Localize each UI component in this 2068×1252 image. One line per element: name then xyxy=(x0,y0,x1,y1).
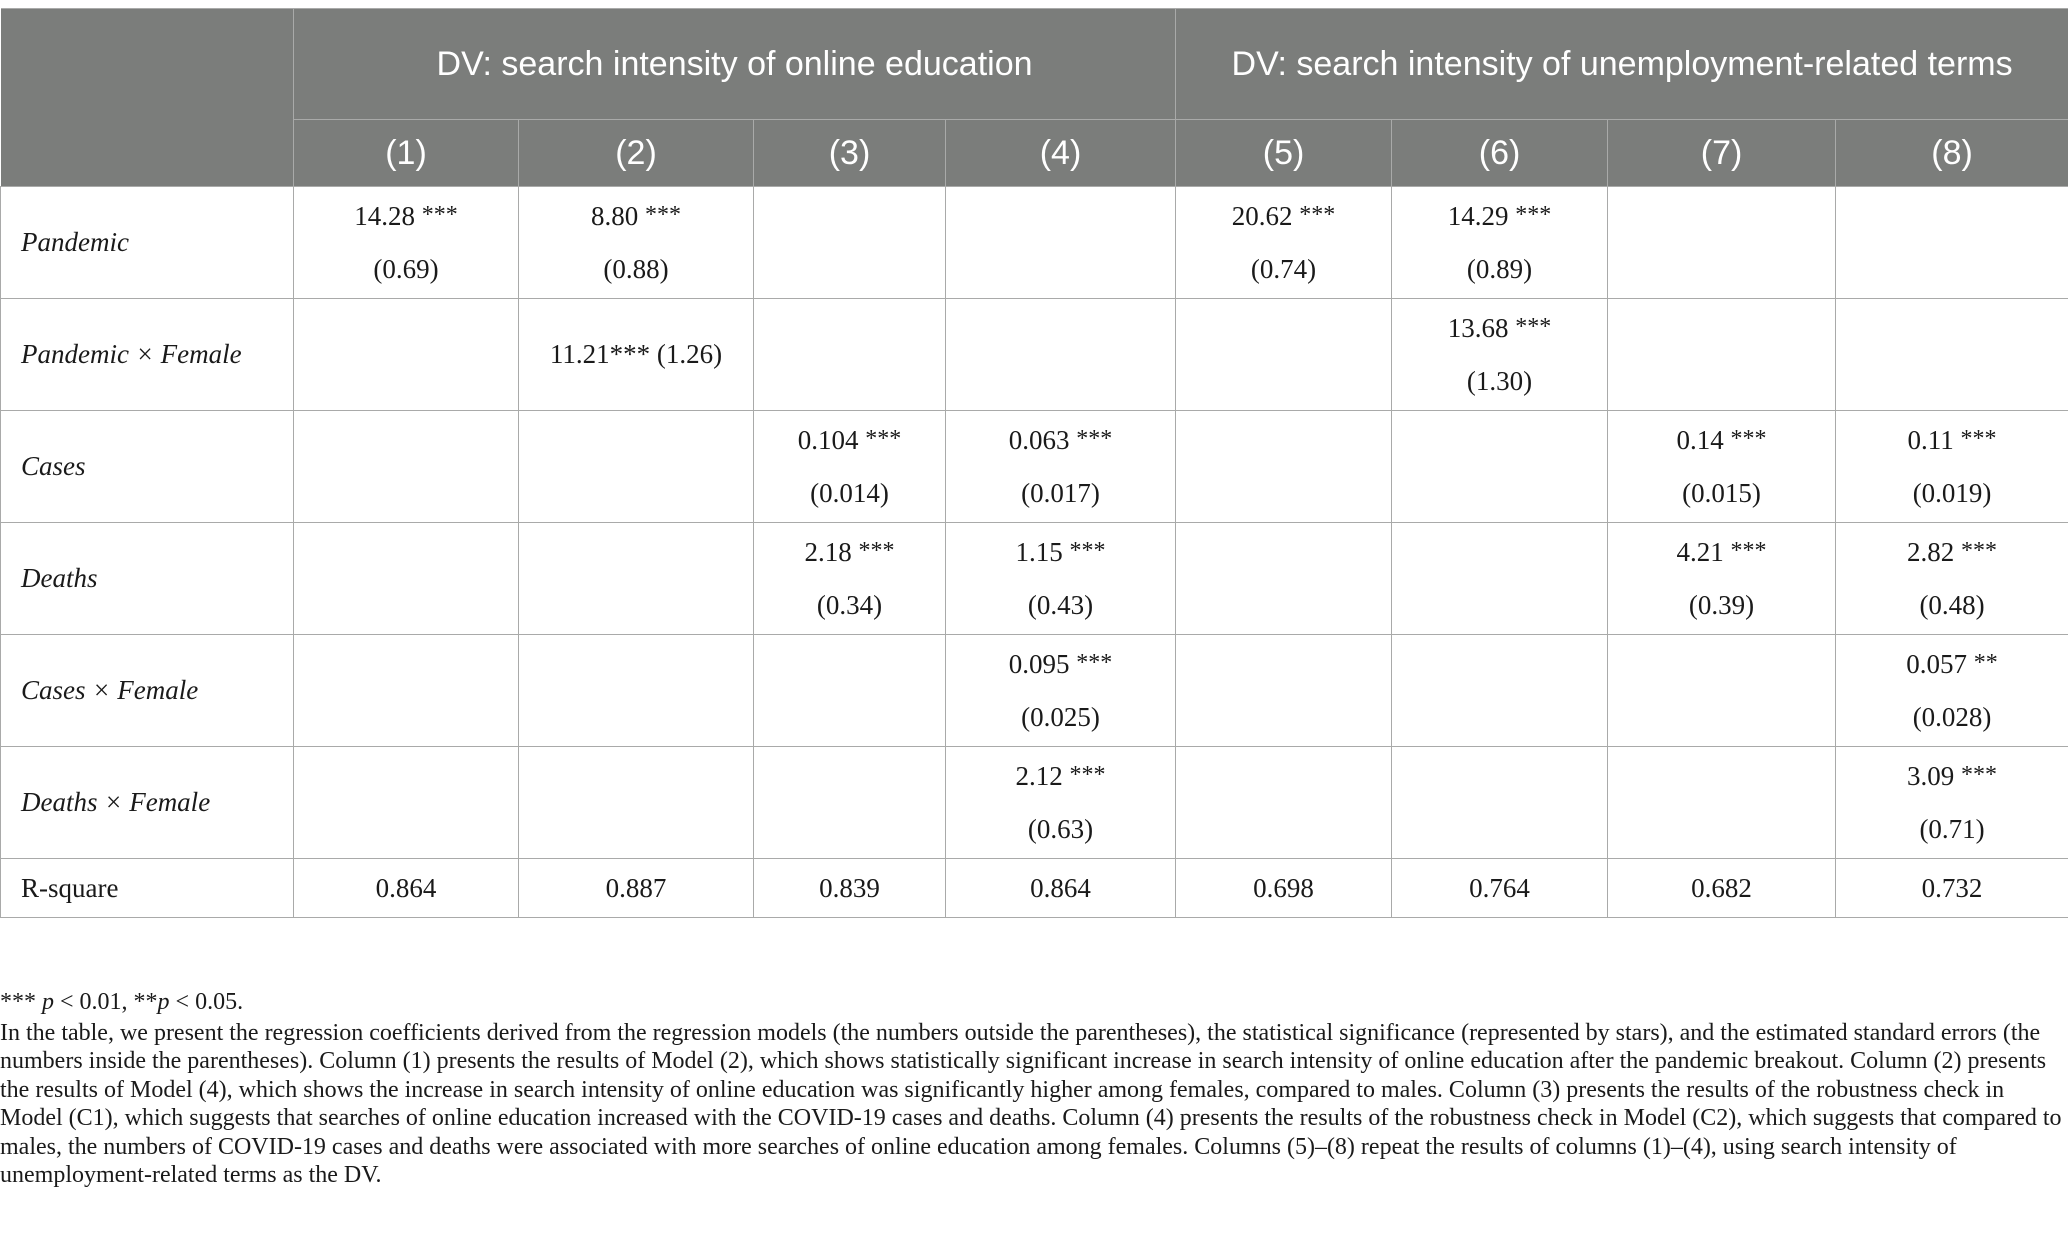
standard-error: (0.71) xyxy=(1919,814,1985,844)
coefficient: 14.28 xyxy=(354,201,415,231)
coefficient: 0.104 xyxy=(797,425,859,455)
rsquare-value: 0.732 xyxy=(1836,859,2068,918)
table-cell xyxy=(946,411,1176,523)
table-cell xyxy=(294,187,519,299)
coefficient-line xyxy=(946,527,1175,580)
significance-stars: *** xyxy=(1961,538,1998,564)
table-cell xyxy=(1392,635,1608,747)
table-cell xyxy=(294,299,519,411)
table-row xyxy=(1,635,2068,747)
table-row xyxy=(1,523,2068,635)
table-cell xyxy=(1836,523,2068,635)
coefficient: 8.80 xyxy=(591,201,639,231)
coefficient-with-se: 11.21*** (1.26) xyxy=(549,339,723,369)
table-cell xyxy=(1176,635,1392,747)
coefficient-line xyxy=(754,527,945,580)
standard-error: (0.63) xyxy=(1027,814,1094,844)
coefficient-line xyxy=(754,415,945,468)
dv-header-unemployment: DV: search intensity of unemployment-related terms xyxy=(1176,9,2068,120)
standard-error: (0.89) xyxy=(1466,254,1533,284)
table-cell xyxy=(519,299,754,411)
column-number: (1) xyxy=(294,120,519,187)
table-cell xyxy=(946,635,1176,747)
significance-stars: *** xyxy=(1069,762,1106,788)
table-cell xyxy=(1176,523,1392,635)
rsquare-value: 0.864 xyxy=(294,859,519,918)
row-label: Pandemic × Female xyxy=(1,299,294,411)
standard-error: (0.34) xyxy=(816,590,883,620)
column-number: (5) xyxy=(1176,120,1392,187)
table-row xyxy=(1,747,2068,859)
rsquare-label: R-square xyxy=(1,859,294,918)
table-cell xyxy=(946,747,1176,859)
table-cell xyxy=(946,523,1176,635)
sig-threshold-2: < 0.05. xyxy=(169,989,244,1015)
table-cell xyxy=(1608,187,1836,299)
rsquare-value: 0.764 xyxy=(1392,859,1608,918)
row-label: Cases xyxy=(1,411,294,523)
significance-stars: *** xyxy=(1299,202,1336,228)
coefficient-line xyxy=(1608,527,1835,580)
sig-p-symbol: p xyxy=(157,989,170,1015)
table-cell xyxy=(519,635,754,747)
table-cell xyxy=(294,411,519,523)
standard-error: (0.019) xyxy=(1912,478,1992,508)
coefficient-line xyxy=(1608,415,1835,468)
coefficient: 4.21 xyxy=(1676,537,1724,567)
significance-stars: *** xyxy=(1069,538,1106,564)
table-cell xyxy=(754,635,946,747)
coefficient: 2.82 xyxy=(1907,537,1955,567)
table-cell xyxy=(946,299,1176,411)
table-cell xyxy=(1836,411,2068,523)
standard-error: (0.39) xyxy=(1688,590,1755,620)
significance-stars: *** xyxy=(865,426,902,452)
significance-stars: *** xyxy=(1515,314,1552,340)
coefficient: 20.62 xyxy=(1231,201,1293,231)
standard-error: (0.017) xyxy=(1021,478,1100,508)
table-cell xyxy=(1608,299,1836,411)
rsquare-value: 0.839 xyxy=(754,859,946,918)
table-cell xyxy=(1176,299,1392,411)
table-cell xyxy=(1392,747,1608,859)
coefficient: 0.095 xyxy=(1008,649,1070,679)
table-cell xyxy=(1608,411,1836,523)
standard-error: (0.69) xyxy=(373,254,439,284)
column-number: (8) xyxy=(1836,120,2068,187)
sig-threshold-1: < 0.01, xyxy=(54,989,134,1015)
significance-note xyxy=(0,988,2068,1017)
rsquare-row xyxy=(1,859,2068,918)
table-cell xyxy=(1392,187,1608,299)
column-number: (7) xyxy=(1608,120,1836,187)
table-cell xyxy=(754,187,946,299)
sig-stars-3: *** xyxy=(0,989,36,1015)
notes-paragraph: In the table, we present the regression coefficients derived from the regression models (the numbers outside the parentheses), the statistical significance (represented by stars), and the estimated standard errors (the numbers inside the parentheses). Column (1) presents the results of Model (2), which shows statistically significant increase in search intensity of online education after the pandemic breakout. Column (2) presents the results of Model (4), which shows the increase in search intensity of online education was significantly higher among females, compared to males. Column (3) presents the results of the robustness check in Model (C1), which suggests that searches of online education increased with the COVID-19 cases and deaths. Column (4) presents the results of the robustness check in Model (C2), which suggests that compared to males, the numbers of COVID-19 cases and deaths were associated with more searches of online education among females. Columns (5)–(8) repeat the results of columns (1)–(4), using search intensity of unemployment-related terms as the DV. xyxy=(0,1019,2062,1188)
standard-error: (0.48) xyxy=(1919,590,1985,620)
coefficient: 0.11 xyxy=(1907,425,1954,455)
coefficient-line xyxy=(294,191,518,244)
regression-table xyxy=(0,8,2068,918)
coefficient: 1.15 xyxy=(1015,537,1063,567)
table-cell xyxy=(1608,523,1836,635)
table-cell xyxy=(1836,187,2068,299)
standard-error: (0.74) xyxy=(1250,254,1317,284)
table-cell xyxy=(946,187,1176,299)
standard-error: (0.015) xyxy=(1682,478,1761,508)
table-cell xyxy=(1836,299,2068,411)
significance-stars: *** xyxy=(1515,202,1552,228)
rsquare-value: 0.887 xyxy=(519,859,754,918)
significance-stars: *** xyxy=(1960,426,1997,452)
column-number-row xyxy=(1,120,2068,187)
significance-stars: *** xyxy=(1076,650,1113,676)
significance-stars: *** xyxy=(1076,426,1113,452)
table-cell xyxy=(1608,747,1836,859)
standard-error: (0.014) xyxy=(810,478,889,508)
table-notes xyxy=(0,988,2068,1190)
significance-stars: *** xyxy=(1730,538,1767,564)
column-number: (6) xyxy=(1392,120,1608,187)
regression-table-container xyxy=(0,8,2068,918)
table-cell xyxy=(519,747,754,859)
significance-stars: *** xyxy=(858,538,895,564)
table-cell xyxy=(519,411,754,523)
significance-stars: ** xyxy=(1973,650,1998,676)
table-cell xyxy=(294,523,519,635)
coefficient: 13.68 xyxy=(1447,313,1509,343)
row-label: Deaths xyxy=(1,523,294,635)
coefficient-line xyxy=(1176,191,1391,244)
coefficient-line xyxy=(1392,303,1607,356)
rsquare-value: 0.698 xyxy=(1176,859,1392,918)
coefficient: 0.063 xyxy=(1008,425,1070,455)
rsquare-value: 0.864 xyxy=(946,859,1176,918)
coefficient: 14.29 xyxy=(1447,201,1509,231)
column-number: (4) xyxy=(946,120,1176,187)
coefficient: 2.18 xyxy=(804,537,852,567)
standard-error: (0.88) xyxy=(603,254,669,284)
table-row xyxy=(1,299,2068,411)
significance-stars: *** xyxy=(1730,426,1767,452)
coefficient-line xyxy=(946,639,1175,692)
table-cell xyxy=(294,747,519,859)
table-cell xyxy=(1176,187,1392,299)
row-label: Deaths × Female xyxy=(1,747,294,859)
table-cell xyxy=(1392,411,1608,523)
table-cell xyxy=(519,187,754,299)
coefficient: 0.057 xyxy=(1906,649,1968,679)
column-number: (2) xyxy=(519,120,754,187)
significance-stars: *** xyxy=(1961,762,1998,788)
column-number: (3) xyxy=(754,120,946,187)
coefficient-line xyxy=(1392,191,1607,244)
table-cell xyxy=(754,411,946,523)
coefficient-line xyxy=(1836,751,2068,804)
table-cell xyxy=(1176,411,1392,523)
coefficient-line xyxy=(519,191,753,244)
table-row xyxy=(1,411,2068,523)
dv-header-row xyxy=(1,9,2068,120)
table-cell xyxy=(1836,747,2068,859)
coefficient: 3.09 xyxy=(1907,761,1955,791)
standard-error: (0.43) xyxy=(1027,590,1094,620)
coefficient-line xyxy=(946,751,1175,804)
standard-error: (1.30) xyxy=(1466,366,1533,396)
coefficient-line xyxy=(946,415,1175,468)
sig-p-symbol: p xyxy=(42,989,54,1015)
row-label: Cases × Female xyxy=(1,635,294,747)
table-cell xyxy=(1836,635,2068,747)
coefficient-line xyxy=(1836,527,2068,580)
significance-stars: *** xyxy=(421,202,458,228)
row-label: Pandemic xyxy=(1,187,294,299)
coefficient-line xyxy=(1836,639,2068,692)
table-cell xyxy=(754,747,946,859)
standard-error: (0.025) xyxy=(1021,702,1100,732)
table-cell xyxy=(754,299,946,411)
dv-header-online-education: DV: search intensity of online education xyxy=(294,9,1176,120)
standard-error: (0.028) xyxy=(1912,702,1992,732)
table-body xyxy=(1,187,2068,918)
table-cell xyxy=(1392,523,1608,635)
significance-stars: *** xyxy=(645,202,681,228)
table-cell xyxy=(1392,299,1608,411)
corner-header-cell xyxy=(1,9,294,187)
coefficient-line xyxy=(1836,415,2068,468)
sig-stars-2: ** xyxy=(133,989,158,1015)
table-cell xyxy=(294,635,519,747)
rsquare-value: 0.682 xyxy=(1608,859,1836,918)
table-cell xyxy=(519,523,754,635)
table-row xyxy=(1,187,2068,299)
coefficient: 2.12 xyxy=(1015,761,1063,791)
table-cell xyxy=(754,523,946,635)
coefficient: 0.14 xyxy=(1676,425,1724,455)
table-cell xyxy=(1608,635,1836,747)
table-cell xyxy=(1176,747,1392,859)
